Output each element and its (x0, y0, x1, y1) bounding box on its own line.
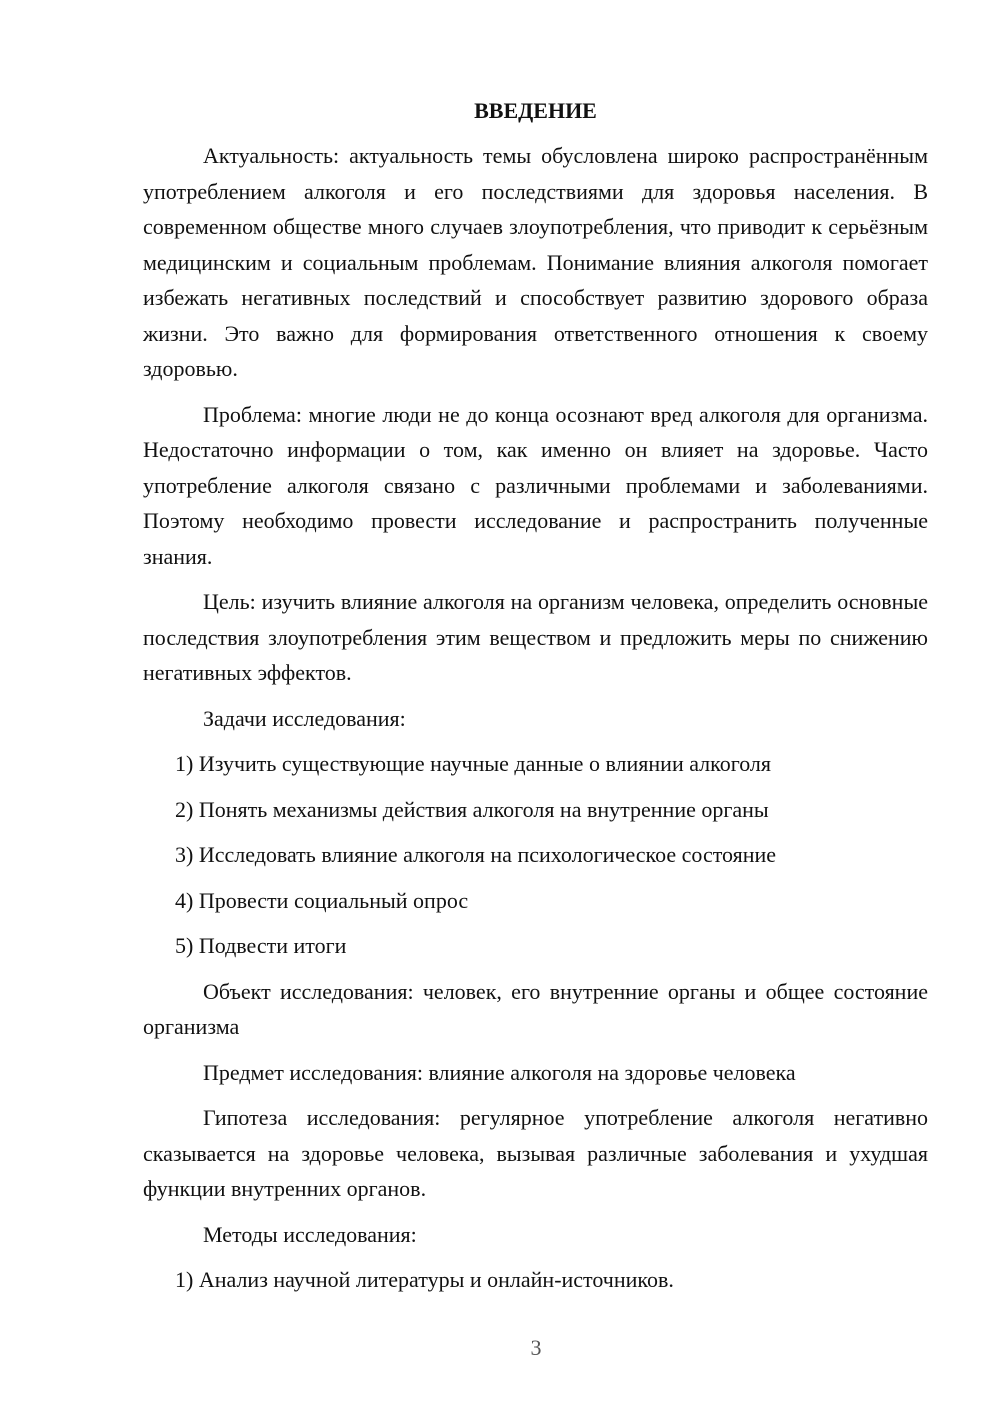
relevance-paragraph: Актуальность: актуальность темы обусловлена широко распространённым употреблением алкоголя и его последствиями для здоровья населения. В современном обществе много случаев злоупотребления, что приводит к серьёзным медицинским и социальным проблемам. Понимание влияния алкоголя помогает избежать негативных последствий и способствует развитию здорового образа жизни. Это важно для формирования ответственного отношения к своему здоровью. (143, 143, 928, 381)
object-paragraph: Объект исследования: человек, его внутренние органы и общее состояние организма (143, 978, 928, 1039)
task-item-1: 1) Изучить существующие научные данные о влиянии алкоголя (175, 751, 772, 776)
hypothesis-paragraph: Гипотеза исследования: регулярное употребление алкоголя негативно сказывается на здоровье человека, вызывая различные заболевания и ухудшая функции внутренних органов. (143, 1105, 928, 1201)
goal-paragraph: Цель: изучить влияние алкоголя на организм человека, определить основные последствия злоупотребления этим веществом и предложить меры по снижению негативных эффектов. (143, 589, 928, 685)
task-item-4: 4) Провести социальный опрос (175, 887, 469, 913)
task-item-2: 2) Понять механизмы действия алкоголя на внутренние органы (175, 796, 769, 822)
task-item-3: 3) Исследовать влияние алкоголя на психологическое состояние (175, 842, 777, 867)
page-number: 3 (530, 1335, 542, 1360)
section-title: ВВЕДЕНИЕ (474, 98, 597, 123)
subject-line: Предмет исследования: влияние алкоголя на здоровье человека (203, 1059, 796, 1085)
tasks-heading: Задачи исследования: (203, 705, 406, 731)
task-item-5: 5) Подвести итоги (175, 933, 347, 958)
document-page (143, 94, 928, 1308)
problem-paragraph: Проблема: многие люди не до конца осознают вред алкоголя для организма. Недостаточно информации о том, как именно он влияет на здоровье. Часто употребление алкоголя связано с различными проблемами и заболеваниями. Поэтому необходимо провести исследование и распространить полученные знания. (143, 401, 928, 569)
method-item-1: 1) Анализ научной литературы и онлайн-источников. (175, 1267, 674, 1292)
methods-heading: Методы исследования: (203, 1221, 417, 1247)
